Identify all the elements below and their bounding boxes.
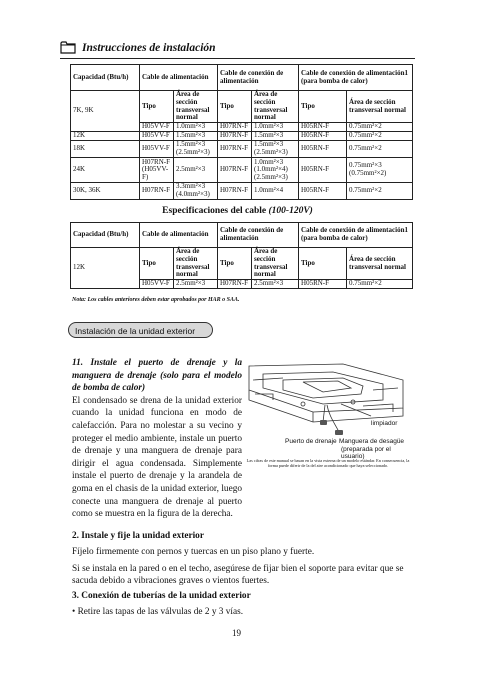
area-cell: 1.0mm²×3 (252, 123, 299, 132)
type-cell: H07RN-F (218, 141, 252, 158)
section-11-heading: 11. Instale el puerto de drenaje y la manguera de drenaje (solo para el modelo de bomba de calor) (72, 358, 242, 394)
area-cell: 1.5mm²×3 (2.5mm²×3) (252, 141, 299, 158)
figure-note: Las cifras de este manual se basan en la vista externa de un modelo estándar. En consecuencia, la forma puede diferir de la del aire acondicionado que haya seleccionado. (246, 458, 410, 468)
capacity-cell: 18K (71, 141, 140, 158)
subheader-area: Área de sección transversal normal (174, 91, 218, 123)
section-3-bullet: • Retire las tapas de las válvulas de 2 y 3 vías. (72, 607, 244, 617)
cable-table-1 (70, 64, 413, 200)
type-cell: H07RN-F (140, 183, 174, 200)
page-title: Instrucciones de instalación (82, 42, 216, 54)
label-drain-hose-note: (preparada por el usuario) (341, 446, 391, 460)
area-cell: 1.0mm²×4 (252, 183, 299, 200)
area-cell: 1.5mm²×3 (2.5mm²×3) (174, 141, 218, 158)
area-cell: 2.5mm²×3 (252, 280, 299, 289)
label-drain-port: Puerto de drenaje (285, 438, 337, 445)
table-row (71, 183, 413, 200)
spec-title-main: Especificaciones del cable (162, 206, 269, 216)
folder-icon (60, 40, 76, 54)
type-cell: H07RN-F (H05VV-F) (140, 158, 174, 183)
type-cell: H05RN-F (299, 141, 347, 158)
area-cell: 1.5mm²×3 (252, 132, 299, 141)
section-2-p1: Fíjelo firmemente con pernos y tuercas en un piso plano y fuerte. (72, 547, 315, 557)
section-11-body: El condensado se drena de la unidad exterior cuando la unidad funciona en modo de calefacción. Para no molestar a su vecino y proteger el medio ambiente, instale un puerto de drenaje y una manguera de drenaje para dirigir el agua condensada. Simplemente instale el puerto de drenaje y la arandela de goma en el chasis de la unidad exterior, luego conecte una manguera de drenaje al puerto como se muestra en la figura de la derecha. (72, 395, 242, 520)
type-cell: H05VV-F (140, 132, 174, 141)
subheader-type: Tipo (299, 248, 347, 280)
type-cell: H05RN-F (299, 132, 347, 141)
header-connection-cable: Cable de conexión de alimentación (218, 223, 299, 248)
subheader-area: Área de sección transversal normal (347, 248, 413, 280)
label-drain-hose: Manguera de desagüe (339, 438, 405, 445)
area-cell: 3.3mm²×3 (4.0mm²×3) (174, 183, 218, 200)
type-cell: H07RN-F (218, 183, 252, 200)
area-cell: 1.0mm²×3 (174, 123, 218, 132)
type-cell: H07RN-F (218, 158, 252, 183)
type-cell: H07RN-F (218, 123, 252, 132)
capacity-cell: 24K (71, 158, 140, 183)
area-cell: 0.75mm²×2 (347, 132, 413, 141)
header-connection-cable-1: Cable de conexión de alimentación1 (para bomba de calor) (299, 223, 413, 248)
area-cell: 1.0mm²×3 (1.0mm²×4) (2.5mm²×3) (252, 158, 299, 183)
header-capacity: Capacidad (Btu/h) (71, 223, 140, 248)
spec-title-voltage: (100-120V) (268, 206, 313, 216)
section-2-p2: Si se instala en la pared o en el techo, asegúrese de fijar bien el soporte para evitar que se sacuda debido a vibraciones graves o vientos fuertes. (72, 564, 404, 586)
header-connection-cable: Cable de conexión de alimentación (218, 65, 299, 91)
table-row (71, 132, 413, 141)
area-cell: 0.75mm²×2 (347, 123, 413, 132)
area-cell: 2.5mm²×3 (174, 158, 218, 183)
subheader-type: Tipo (218, 91, 252, 123)
subheader-type: Tipo (140, 91, 174, 123)
subheader-type: Tipo (218, 248, 252, 280)
cable-table-2 (70, 222, 413, 289)
table-row (71, 141, 413, 158)
type-cell: H05RN-F (299, 158, 347, 183)
capacity-cell: 12K (71, 132, 140, 141)
section-11 (72, 357, 242, 521)
type-cell: H05RN-F (299, 280, 347, 289)
subheader-area: Área de sección transversal normal (252, 91, 299, 123)
subheader-area: Área de sección transversal normal (252, 248, 299, 280)
capacity-cell: 12K (71, 248, 140, 289)
area-cell: 1.5mm²×3 (174, 132, 218, 141)
type-cell: H07RN-F (218, 280, 252, 289)
header-power-cable: Cable de alimentación (140, 223, 218, 248)
section-3-heading: 3. Conexión de tuberías de la unidad exterior (72, 591, 251, 601)
area-cell: 0.75mm²×3 (0.75mm²×2) (347, 158, 413, 183)
capacity-cell: 7K, 9K (71, 91, 140, 132)
type-cell: H05RN-F (299, 183, 347, 200)
area-cell: 0.75mm²×2 (347, 280, 413, 289)
subheader-area: Área de sección transversal normal (174, 248, 218, 280)
section-2-heading: 2. Instale y fije la unidad exterior (72, 531, 204, 541)
type-cell: H07RN-F (218, 132, 252, 141)
table-note: Nota: Los cables anteriores deben estar aprobados por HAR o SAA. (72, 297, 240, 303)
subheader-type: Tipo (140, 248, 174, 280)
label-cleaner: limpiador (371, 420, 398, 427)
section-heading-box: Instalación de la unidad exterior (68, 322, 213, 338)
type-cell: H05VV-F (140, 280, 174, 289)
area-cell: 2.5mm²×3 (174, 280, 218, 289)
area-cell: 0.75mm²×2 (347, 141, 413, 158)
type-cell: H05RN-F (299, 123, 347, 132)
type-cell: H05VV-F (140, 141, 174, 158)
header-connection-cable-1: Cable de conexión de alimentación1 (para bomba de calor) (299, 65, 413, 91)
header-power-cable: Cable de alimentación (140, 65, 218, 91)
type-cell: H05VV-F (140, 123, 174, 132)
table-row (71, 158, 413, 183)
subheader-area: Área de sección transversal normal (347, 91, 413, 123)
spec-title (60, 206, 415, 216)
page-number: 19 (232, 628, 241, 638)
area-cell: 0.75mm²×2 (347, 183, 413, 200)
section-header (60, 38, 415, 60)
header-rule (60, 58, 415, 59)
header-capacity: Capacidad (Btu/h) (71, 65, 140, 91)
capacity-cell: 30K, 36K (71, 183, 140, 200)
subheader-type: Tipo (299, 91, 347, 123)
